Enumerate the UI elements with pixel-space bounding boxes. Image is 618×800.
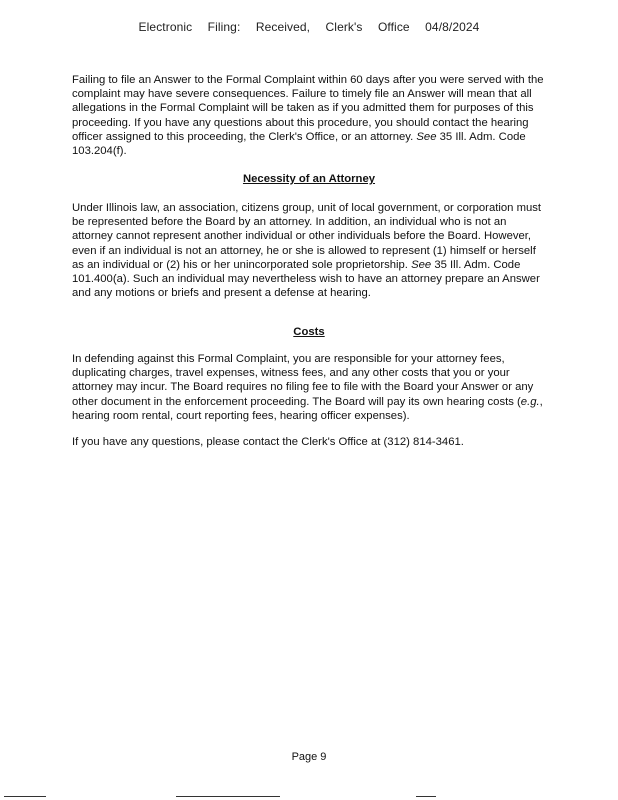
filing-stamp-header <box>0 20 618 34</box>
scan-artifact-line <box>176 796 280 797</box>
scan-artifact-line <box>416 796 436 797</box>
citation-signal: See <box>411 258 432 271</box>
section-heading-attorney: Necessity of an Attorney <box>242 173 376 185</box>
header-word: Received, <box>255 20 311 34</box>
paragraph-text: Under Illinois law, an association, citizens group, unit of local government, or corporation must be represented before the Board by an attorney. In addition, an individual who is not an attorney cannot represent another individual or other individuals before the Board. However, even if an individual is not an attorney, he or she is allowed to represent (1) himself or herself as an individual or (2) his or her unincorporated sole proprietorship. <box>72 202 542 271</box>
citation-signal: See <box>416 130 437 143</box>
paragraph-text: In defending against this Formal Complaint, you are responsible for your attorney fees, duplicating charges, travel expenses, witness fees, and any other costs that you or your attorney may incur. The Board requires no filing fee to file with the Board your Answer or any other document in the enforcement proceeding. The Board will pay its own hearing costs ( <box>72 353 534 408</box>
paragraph-text: If you have any questions, please contact the Clerk's Office at (312) 814-3461. <box>72 436 464 448</box>
section-heading-costs: Costs <box>293 326 325 338</box>
paragraph-text: 35 Ill. Adm. Code 103.204(f). <box>72 130 526 158</box>
paragraph-text: , hearing room rental, court reporting fees, hearing officer expenses). <box>72 395 543 422</box>
example-abbrev: e.g. <box>520 395 540 408</box>
attorney-requirement-paragraph <box>72 201 544 300</box>
header-word: Electronic <box>138 20 193 34</box>
answer-deadline-paragraph <box>72 73 544 158</box>
costs-paragraph <box>72 352 544 423</box>
header-word: Filing: <box>207 20 241 34</box>
paragraph-text: Failing to file an Answer to the Formal Complaint within 60 days after you were served with the complaint may have severe consequences. Failure to timely file an Answer will mean that all allegations in the Formal Complaint will be taken as if you admitted them for purposes of this proceeding. If you have any questions about this procedure, you should contact the hearing officer assigned to this proceeding, the Clerk's Office, or an attorney. <box>72 74 544 143</box>
header-word: Office <box>377 20 410 34</box>
scan-artifact-line <box>4 796 46 797</box>
contact-paragraph <box>72 435 544 449</box>
page-number: Page 9 <box>291 751 327 763</box>
header-word: Clerk's <box>325 20 363 34</box>
header-date: 04/8/2024 <box>425 20 480 34</box>
paragraph-text: 35 Ill. Adm. Code 101.400(a). Such an individual may nevertheless wish to have an attorney prepare an Answer and any motions or briefs and present a defense at hearing. <box>72 258 540 300</box>
